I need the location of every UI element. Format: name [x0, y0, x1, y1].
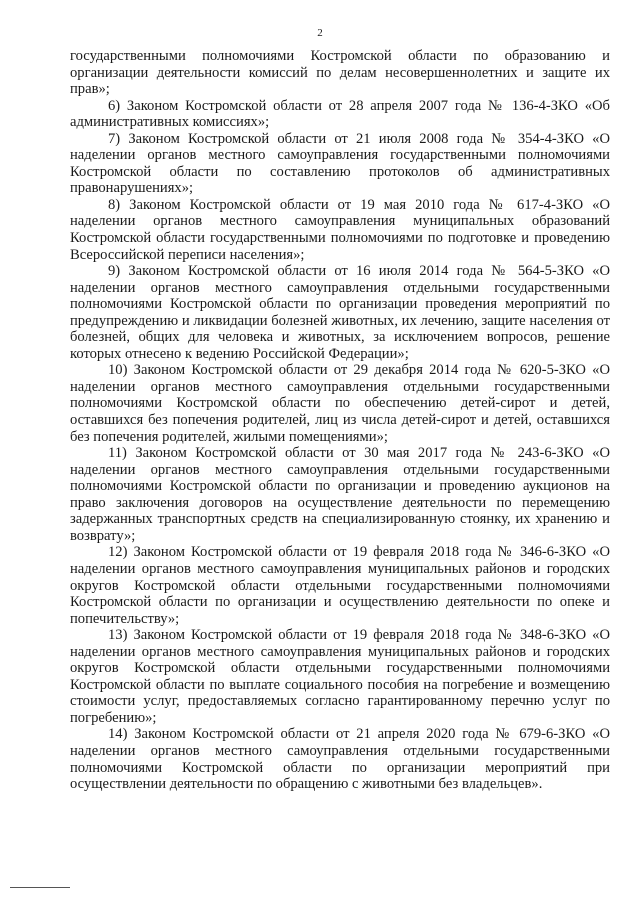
paragraph-item-14: 14) Законом Костромской области от 21 апреля 2020 года № 679-6-ЗКО «О наделении органов местного самоуправления отдельными государственными полномочиями Костромской области по организации мероприятий при осуществлении деятельности по обращению с животными без владельцев». [70, 726, 610, 793]
footer-divider [10, 887, 70, 888]
paragraph-item-6: 6) Законом Костромской области от 28 апреля 2007 года № 136-4-ЗКО «Об административных комиссиях»; [70, 97, 610, 131]
paragraph-item-8: 8) Законом Костромской области от 19 мая 2010 года № 617-4-ЗКО «О наделении органов местного самоуправления муниципальных образований Костромской области государственными полномочиями по подготовке и проведению Всероссийской переписи населения»; [70, 196, 610, 263]
paragraph-item-9: 9) Законом Костромской области от 16 июля 2014 года № 564-5-ЗКО «О наделении органов местного самоуправления отдельными государственными полномочиями Костромской области по организации проведения мероприятий по предупреждению и ликвидации болезней животных, их лечению, защите населения от болезней, общих для человека и животных, за исключением вопросов, решение которых отнесено к ведению Российской Федерации»; [70, 263, 610, 362]
paragraph-item-13: 13) Законом Костромской области от 19 февраля 2018 года № 348-6-ЗКО «О наделении органов местного самоуправления муниципальных районов и городских округов Костромской области отдельными государственными полномочиями Костромской области по выплате социального пособия на погребение и возмещению стоимости услуг, предоставляемых согласно гарантированному перечню услуг по погребению»; [70, 627, 610, 726]
paragraph-item-11: 11) Законом Костромской области от 30 мая 2017 года № 243-6-ЗКО «О наделении органов местного самоуправления отдельными государственными полномочиями Костромской области по организации и проведению аукционов на право заключения договоров на осуществление деятельности по перемещению задержанных транспортных средств на специализированную стоянку, их хранению и возврату»; [70, 445, 610, 544]
paragraph-item-10: 10) Законом Костромской области от 29 декабря 2014 года № 620-5-ЗКО «О наделении органов местного самоуправления отдельными государственными полномочиями Костромской области по обеспечению детей-сирот и детей, оставшихся без попечения родителей, лиц из числа детей-сирот и детей, оставшихся без попечения родителей, жилыми помещениями»; [70, 362, 610, 445]
paragraph-item-7: 7) Законом Костромской области от 21 июля 2008 года № 354-4-ЗКО «О наделении органов местного самоуправления государственными полномочиями Костромской области по составлению протоколов об административных правонарушениях»; [70, 130, 610, 197]
document-body [70, 48, 610, 793]
paragraph-continuation: государственными полномочиями Костромской области по образованию и организации деятельности комиссий по делам несовершеннолетних и защите их прав»; [70, 48, 610, 98]
page-number: 2 [317, 27, 323, 39]
paragraph-item-12: 12) Законом Костромской области от 19 февраля 2018 года № 346-6-ЗКО «О наделении органов местного самоуправления муниципальных районов и городских округов Костромской области отдельными государственными полномочиями Костромской области по организации и осуществлению деятельности по опеке и попечительству»; [70, 544, 610, 627]
